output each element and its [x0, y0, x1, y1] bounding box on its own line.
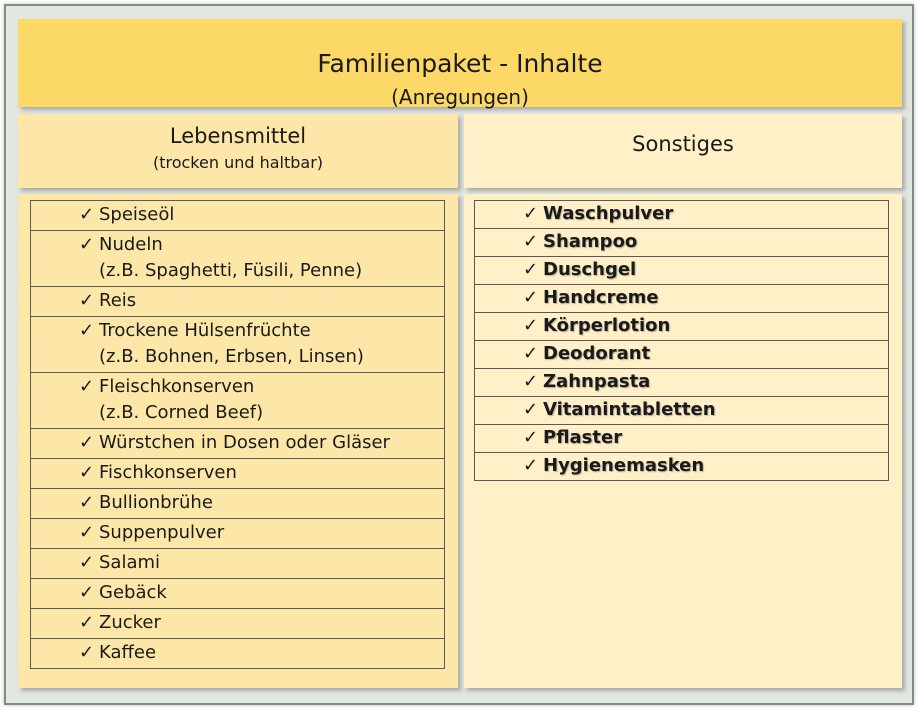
lebensmittel-row: [31, 579, 445, 609]
lebensmittel-row: [31, 489, 445, 519]
sonstiges-row: [475, 425, 889, 453]
lebensmittel-item-label: Bullionbrühe: [99, 492, 213, 513]
lebensmittel-item-label: Kaffee: [99, 642, 157, 663]
sonstiges-item-label: Duschgel: [543, 259, 637, 280]
checkmark-icon: ✓: [79, 642, 95, 663]
sonstiges-row: [475, 313, 889, 341]
lebensmittel-row: [31, 459, 445, 489]
lebensmittel-item-label: Fleischkonserven: [99, 376, 255, 397]
sonstiges-item-label: Shampoo: [543, 231, 638, 252]
lebensmittel-row: [31, 287, 445, 317]
checkmark-icon: ✓: [79, 582, 95, 603]
lebensmittel-row: [31, 609, 445, 639]
lebensmittel-list: [30, 200, 445, 669]
lebensmittel-item-label: Reis: [99, 290, 137, 311]
sonstiges-row: [475, 341, 889, 369]
sonstiges-item-label: Handcreme: [543, 287, 659, 308]
lebensmittel-item-label: Würstchen in Dosen oder Gläser: [99, 432, 390, 453]
lebensmittel-row: [31, 317, 445, 373]
checkmark-icon: ✓: [523, 343, 539, 364]
lebensmittel-item-label: Nudeln: [99, 234, 163, 255]
sonstiges-header: [464, 114, 902, 188]
lebensmittel-item-label: Salami: [99, 552, 161, 573]
lebensmittel-row: [31, 429, 445, 459]
lebensmittel-row: [31, 373, 445, 429]
sonstiges-item-label: Waschpulver: [543, 203, 674, 224]
page-subtitle: (Anregungen): [391, 85, 529, 109]
lebensmittel-item-label: Suppenpulver: [99, 522, 225, 543]
checkmark-icon: ✓: [523, 371, 539, 392]
checkmark-icon: ✓: [523, 287, 539, 308]
lebensmittel-panel: [18, 194, 458, 688]
checkmark-icon: ✓: [79, 376, 95, 397]
sonstiges-list: [474, 200, 889, 481]
lebensmittel-heading: Lebensmittel: [169, 124, 307, 148]
lebensmittel-row: [31, 639, 445, 669]
lebensmittel-item-note: (z.B. Bohnen, Erbsen, Linsen): [99, 346, 364, 367]
checkmark-icon: ✓: [79, 492, 95, 513]
checkmark-icon: ✓: [523, 259, 539, 280]
sonstiges-row: [475, 257, 889, 285]
checkmark-icon: ✓: [79, 320, 95, 341]
sonstiges-row: [475, 229, 889, 257]
sonstiges-item-label: Vitamintabletten: [543, 399, 716, 420]
lebensmittel-item-label: Gebäck: [99, 582, 167, 603]
checkmark-icon: ✓: [523, 399, 539, 420]
checkmark-icon: ✓: [523, 231, 539, 252]
title-banner: [18, 19, 902, 107]
lebensmittel-item-label: Trockene Hülsenfrüchte: [99, 320, 311, 341]
sonstiges-heading: Sonstiges: [632, 132, 734, 156]
lebensmittel-item-label: Zucker: [99, 612, 161, 633]
lebensmittel-subheading: (trocken und haltbar): [152, 153, 324, 172]
page-title: Familienpaket - Inhalte: [317, 49, 603, 78]
lebensmittel-item-note: (z.B. Corned Beef): [99, 402, 264, 423]
sonstiges-item-label: Körperlotion: [543, 315, 671, 336]
sonstiges-item-label: Zahnpasta: [543, 371, 651, 392]
lebensmittel-item-label: Fischkonserven: [99, 462, 237, 483]
lebensmittel-row: [31, 201, 445, 231]
checkmark-icon: ✓: [79, 234, 95, 255]
checkmark-icon: ✓: [523, 455, 539, 476]
lebensmittel-header: [18, 114, 458, 188]
checkmark-icon: ✓: [79, 522, 95, 543]
sonstiges-row: [475, 285, 889, 313]
lebensmittel-item-label: Speiseöl: [99, 204, 175, 225]
sonstiges-row: [475, 369, 889, 397]
checkmark-icon: ✓: [79, 290, 95, 311]
checkmark-icon: ✓: [79, 432, 95, 453]
checkmark-icon: ✓: [523, 315, 539, 336]
sonstiges-item-label: Deodorant: [543, 343, 651, 364]
lebensmittel-row: [31, 519, 445, 549]
checkmark-icon: ✓: [79, 204, 95, 225]
checkmark-icon: ✓: [79, 612, 95, 633]
sonstiges-panel: [464, 194, 902, 688]
checkmark-icon: ✓: [523, 427, 539, 448]
lebensmittel-row: [31, 231, 445, 287]
checkmark-icon: ✓: [523, 203, 539, 224]
sonstiges-row: [475, 453, 889, 481]
sonstiges-item-label: Pflaster: [543, 427, 623, 448]
checkmark-icon: ✓: [79, 552, 95, 573]
lebensmittel-item-note: (z.B. Spaghetti, Füsili, Penne): [99, 260, 363, 281]
sonstiges-item-label: Hygienemasken: [543, 455, 705, 476]
sonstiges-row: [475, 397, 889, 425]
checkmark-icon: ✓: [79, 462, 95, 483]
sonstiges-row: [475, 201, 889, 229]
lebensmittel-row: [31, 549, 445, 579]
